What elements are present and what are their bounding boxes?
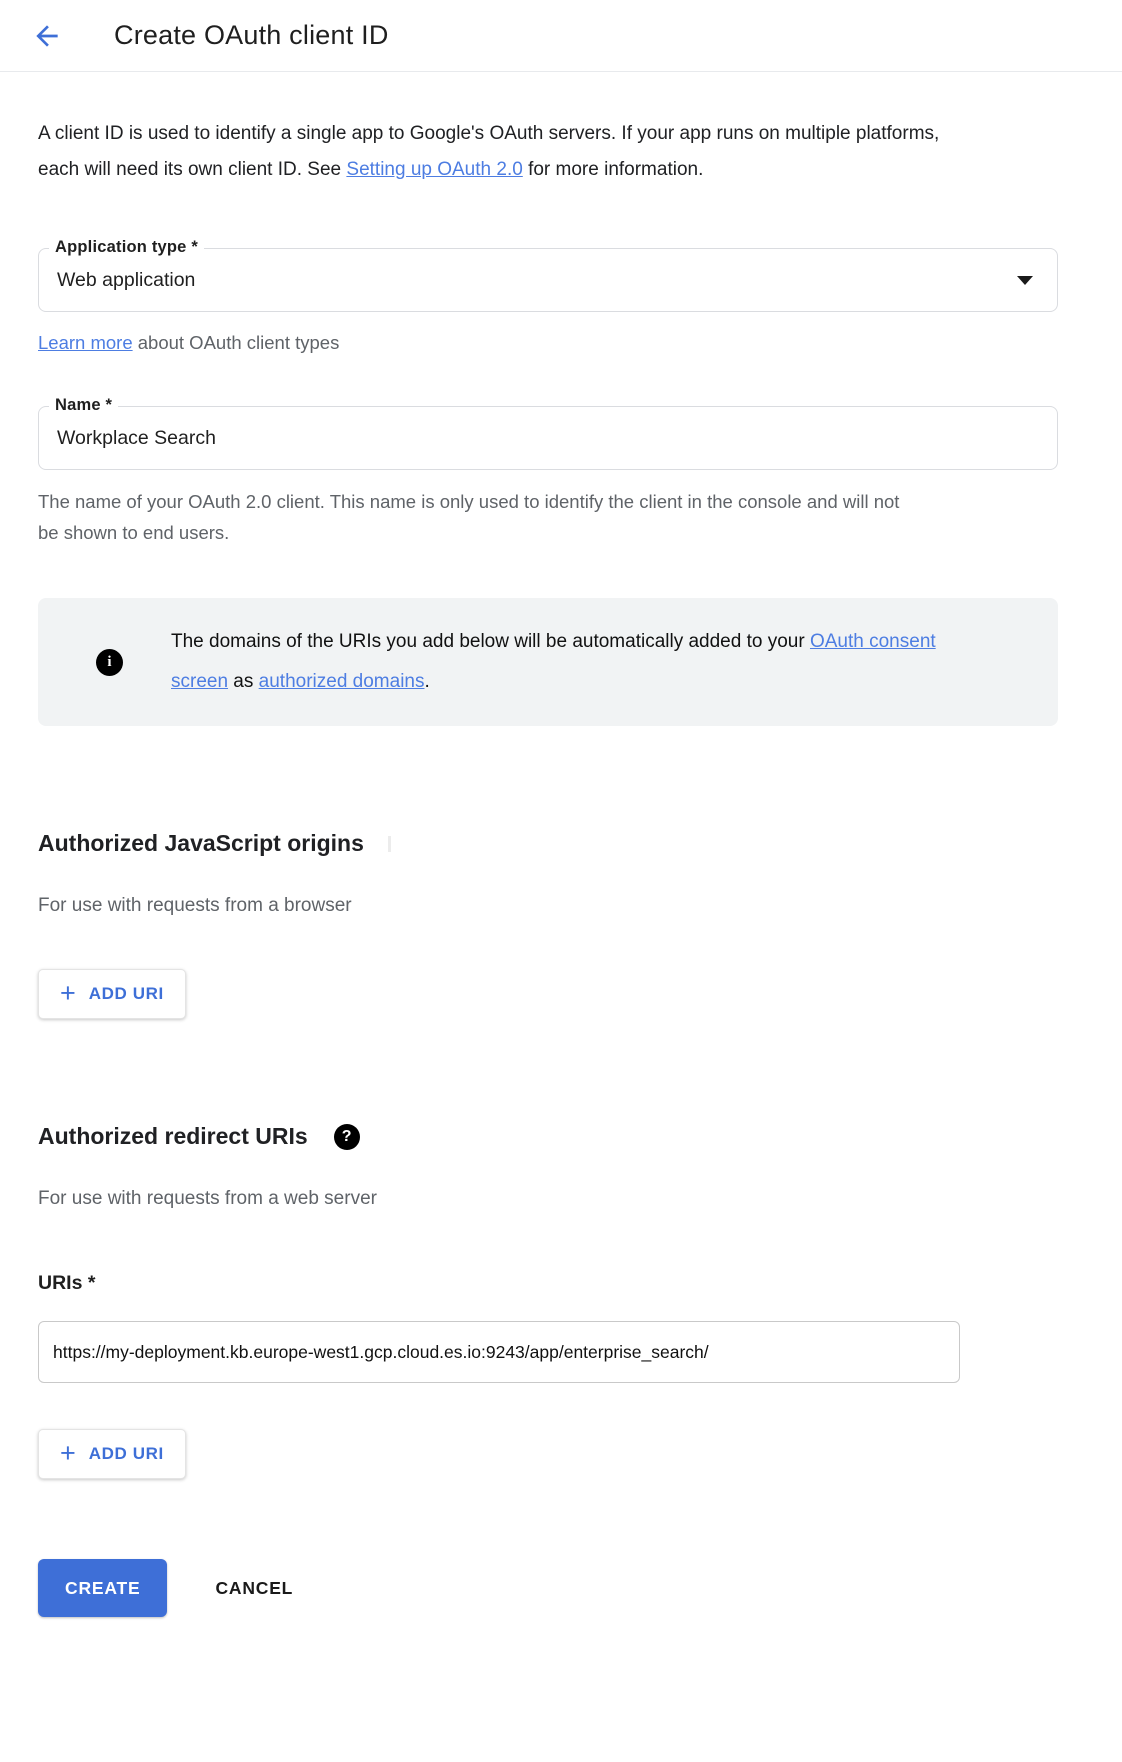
info-banner (38, 598, 1058, 726)
intro-paragraph (38, 116, 948, 188)
back-button[interactable] (30, 19, 64, 53)
dropdown-arrow-icon (1017, 276, 1033, 285)
setting-up-oauth-link[interactable]: Setting up OAuth 2.0 (346, 159, 523, 180)
plus-icon: + (60, 1437, 76, 1468)
banner-text-after: . (424, 671, 430, 692)
banner-text-middle: as (228, 671, 259, 692)
application-type-label: Application type * (49, 238, 204, 257)
name-label: Name * (49, 396, 118, 415)
application-type-select[interactable] (38, 238, 1058, 312)
add-uri-button-label: ADD URI (88, 1444, 164, 1463)
intro-text-before: A client ID is used to identify a single app to Google's OAuth servers. If your app runs on multiple platforms, each will need its own client ID. See (38, 123, 940, 180)
redirect-uri-input[interactable] (38, 1321, 960, 1383)
main-content (0, 116, 1122, 1617)
intro-text-after: for more information. (522, 159, 704, 180)
add-redirect-uri-button[interactable] (38, 1429, 186, 1479)
name-value: Workplace Search (57, 426, 216, 449)
authorized-domains-link[interactable]: authorized domains (258, 671, 425, 692)
redirect-uris-heading (38, 1123, 1058, 1150)
banner-text-before: The domains of the URIs you add below will be automatically added to your (171, 631, 810, 652)
oauth-consent-screen-link[interactable]: OAuth consent screen (171, 631, 936, 692)
js-origins-heading-text: Authorized JavaScript origins (38, 830, 364, 856)
page-header (0, 0, 1122, 72)
learn-more-rest: about OAuth client types (132, 332, 340, 353)
add-js-origin-uri-button[interactable] (38, 969, 186, 1019)
cancel-button[interactable]: CANCEL (215, 1577, 294, 1598)
page-title: Create OAuth client ID (114, 20, 389, 50)
application-type-value: Web application (57, 268, 196, 291)
learn-more-link[interactable]: Learn more (38, 332, 133, 353)
uris-label: URIs * (38, 1272, 96, 1294)
client-types-help-line (38, 332, 1058, 354)
add-uri-button-label: ADD URI (88, 984, 164, 1003)
plus-icon: + (60, 977, 76, 1008)
back-arrow-icon (31, 20, 63, 52)
form-actions (38, 1559, 1058, 1617)
js-origins-description: For use with requests from a browser (38, 895, 352, 916)
help-icon-placeholder (388, 836, 391, 852)
info-banner-text (171, 622, 981, 702)
redirect-uris-description: For use with requests from a web server (38, 1188, 377, 1209)
redirect-uris-heading-text: Authorized redirect URIs (38, 1123, 308, 1149)
create-button[interactable]: CREATE (38, 1559, 167, 1617)
name-field[interactable] (38, 396, 1058, 470)
info-icon: i (96, 649, 123, 676)
help-icon[interactable]: ? (334, 1124, 360, 1150)
js-origins-heading (38, 830, 1058, 857)
name-helper-text: The name of your OAuth 2.0 client. This name is only used to identify the client in the console and will not be shown to end users. (38, 491, 900, 543)
